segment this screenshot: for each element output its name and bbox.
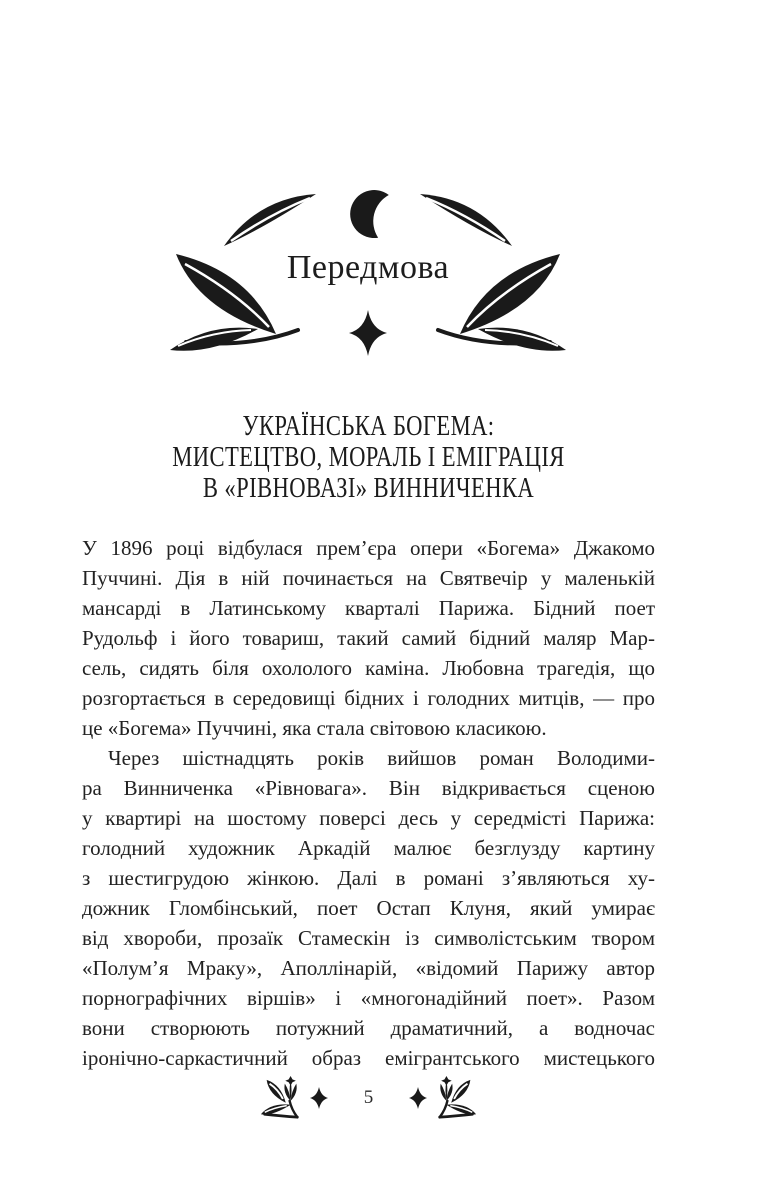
text-line: ра Винниченка «Рівновага». Він відкривається сценою — [82, 776, 655, 800]
paragraph — [82, 533, 655, 743]
section-heading-line: УКРАЇНСЬКА БОГЕМА: — [242, 410, 495, 442]
text-line: голодний художник Аркадій малює безглузду картину — [82, 836, 655, 860]
text-line: Рудольф і його товариш, такий самий бідний маляр Мар- — [82, 626, 655, 650]
floral-sprig-right-icon — [434, 1075, 478, 1121]
text-line: порнографічних віршів» і «многонадійний поет». Разом — [82, 986, 655, 1010]
text-line: Пуччині. Дія в ній починається на Святвечір у маленькій — [82, 566, 655, 590]
text-line: від хвороби, прозаїк Стамескін із символістським твором — [82, 926, 655, 950]
section-heading — [145, 411, 592, 504]
text-line: розгортається в середовищі бідних і голодних митців, — про — [82, 686, 655, 710]
text-line: Через шістнадцять років вийшов роман Володими- — [108, 746, 655, 770]
text-line: «Полум’я Мраку», Аполлінарій, «відомий Парижу автор — [82, 956, 655, 980]
page-footer — [82, 1074, 655, 1122]
text-line: мансарді в Латинському кварталі Парижа. Бідний поет — [82, 596, 655, 620]
section-heading-line: В «РІВНОВАЗІ» ВИННИЧЕНКА — [202, 472, 535, 504]
text-line: дожник Гломбінський, поет Остап Клуня, який умирає — [82, 896, 655, 920]
text-line: У 1896 році відбулася прем’єра опери «Богема» Джакомо — [82, 536, 655, 560]
paragraph — [82, 743, 655, 1073]
floral-sprig-left-icon — [259, 1075, 303, 1121]
text-line: з шестигрудою жінкою. Далі в романі з’являються ху- — [82, 866, 655, 890]
section-heading-line: МИСТЕЦТВО, МОРАЛЬ І ЕМІГРАЦІЯ — [172, 441, 565, 473]
four-pointed-star-icon — [408, 1087, 428, 1109]
text-line: іронічно-саркастичний образ емігрантського мистецького — [82, 1046, 655, 1070]
body-text — [82, 533, 655, 1073]
text-line: це «Богема» Пуччині, яка стала світовою класикою. — [82, 716, 547, 740]
page-number: 5 — [363, 1087, 374, 1108]
text-line: у квартирі на шостому поверсі десь у середмісті Парижа: — [82, 806, 655, 830]
chapter-ornament — [158, 178, 578, 363]
chapter-title: Передмова — [286, 249, 450, 286]
text-line: сель, сидять біля охололого каміна. Любовна трагедія, що — [82, 656, 655, 680]
four-pointed-star-icon — [309, 1087, 329, 1109]
text-line: вони створюють потужний драматичний, а водночас — [82, 1016, 655, 1040]
